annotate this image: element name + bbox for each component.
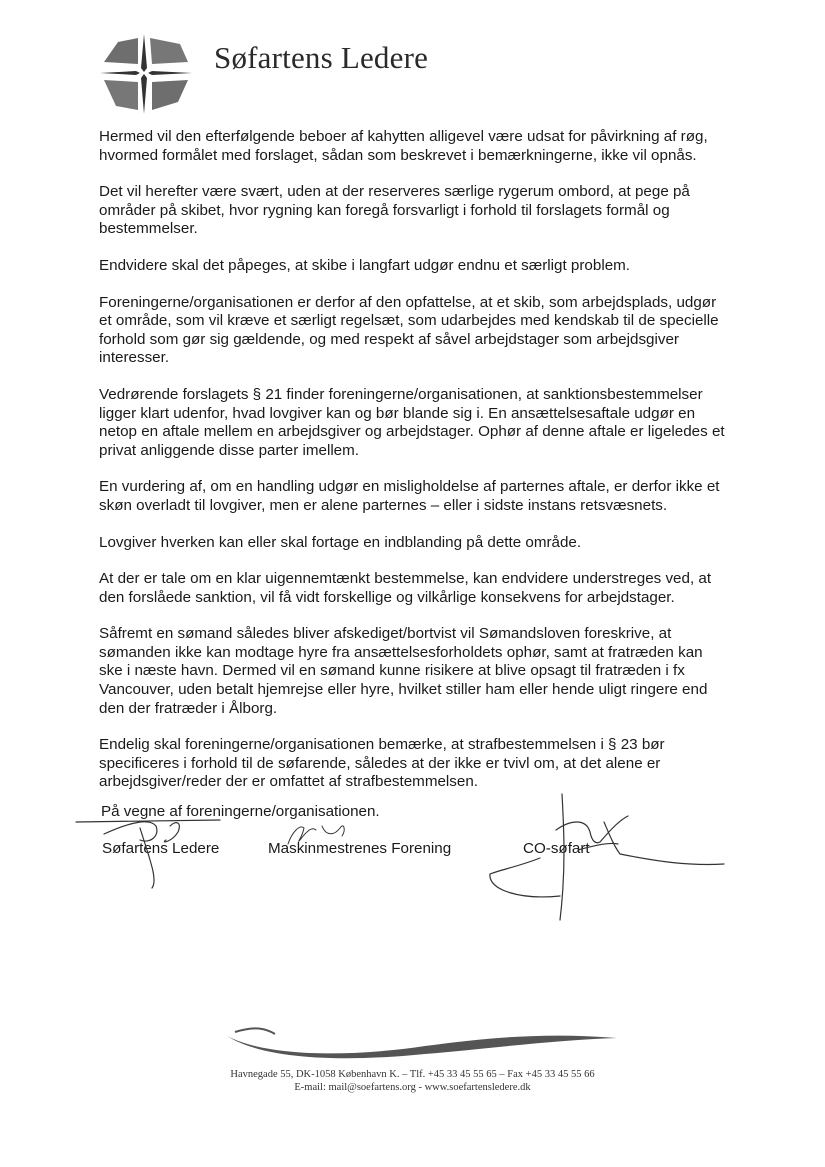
letter-body (99, 128, 729, 810)
footer-wave-icon (225, 1022, 620, 1062)
paragraph: Lovgiver hverken kan eller skal fortage en indblanding på dette område. (99, 533, 582, 551)
logo-icon (100, 34, 192, 114)
org-name: Søfartens Ledere (214, 40, 429, 75)
paragraph: Såfremt en sømand således bliver afskediget/bortvist vil Sømandsloven foreskrive, at sømanden ikke kan modtage hyre fra ansættelsesforholdets ophør, samt at fratræden kan ske i næste havn. Dermed vil en sømand kunne risikere at blive opsagt til fratræden i fx Vancouver, uden betalt hjemrejse eller hyre, hvilket stiller ham eller hende uligt ringere end den der fratræder i Ålborg. (99, 625, 708, 717)
closing-line: På vegne af foreningerne/organisationen. (101, 803, 380, 820)
signatory-maskinmestrenes-forening: Maskinmestrenes Forening (268, 840, 452, 857)
footer-address: Havnegade 55, DK-1058 København K. – Tlf. +45 33 45 55 65 – Fax +45 33 45 55 66 (230, 1069, 595, 1080)
paragraph: Det vil herefter være svært, uden at der reserveres særlige rygerum ombord, at pege på områder på skibet, hvor rygning kan foregå forsvarligt i forhold til forslagets formål og bestemmelser. (99, 183, 690, 238)
paragraph: At der er tale om en klar uigennemtænkt bestemmelse, kan endvidere understreges ved, at den forslåede sanktion, vil få vidt forskellige og vilkårlige konsekvens for arbejdstager. (99, 570, 712, 606)
paragraph: Hermed vil den efterfølgende beboer af kahytten alligevel være udsat for påvirkning af røg, hvormed formålet med forslaget, sådan som beskrevet i bemærkningerne, ikke vil opnås. (99, 128, 708, 164)
paragraph: Endelig skal foreningerne/organisationen bemærke, at strafbestemmelsen i § 23 bør specificeres i forhold til de søfarende, således at der ikke er tvivl om, at det alene er arbejdsgiver/reder der er omfattet af strafbestemmelsen. (99, 736, 665, 791)
paragraph: Vedrørende forslagets § 21 finder foreningerne/organisationen, at sanktionsbestemmelser ligger klart udenfor, hvad lovgiver kan og bør blande sig i. En ansættelsesaftale udgør en netop en aftale mellem en arbejdsgiver og arbejdstager. Ophør af denne aftale er ligeledes et privat anliggende disse parter imellem. (99, 385, 725, 459)
signatory-soefartens-ledere: Søfartens Ledere (102, 840, 220, 857)
paragraph: Foreningerne/organisationen er derfor af den opfattelse, at et skib, som arbejdsplads, udgør et område, som vil kræve et særligt regelsæt, som udarbejdes med kendskab til de specielle forhold som gør sig gældende, og med respekt af såvel arbejdstager som arbejdsgiver interesser. (99, 293, 719, 367)
paragraph: Endvidere skal det påpeges, at skibe i langfart udgør endnu et særligt problem. (99, 256, 631, 274)
signatory-co-soefart: CO-søfart (523, 840, 590, 857)
signature-3 (490, 794, 724, 920)
footer-contact: E-mail: mail@soefartens.org - www.soefartensledere.dk (294, 1082, 531, 1093)
paragraph: En vurdering af, om en handling udgør en misligholdelse af parternes aftale, er derfor ikke et skøn overladt til lovgiver, men er alene parternes – eller i sidste instans retsvæsnets. (99, 478, 720, 514)
